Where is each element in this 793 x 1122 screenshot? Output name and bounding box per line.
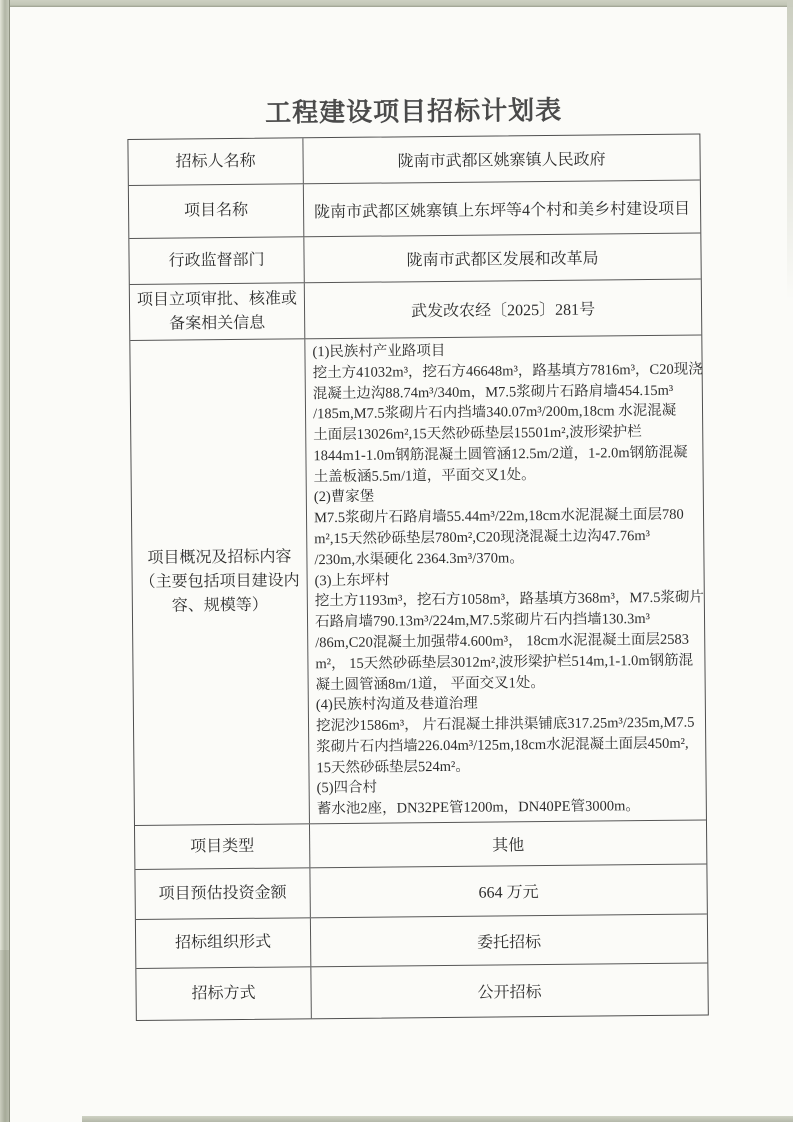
table-row	[128, 135, 699, 186]
label-line: 招标组织形式	[175, 933, 272, 952]
value-line: 挖土方41032m³，挖石方46648m³，路基填方7816m³，C20现浇	[312, 361, 703, 382]
value-line: 委托招标	[477, 933, 542, 952]
label-line: 项目预估投资金额	[158, 884, 287, 903]
row-value	[310, 820, 706, 867]
value-line: /230m,水渠硬化 2364.3m³/370m。	[314, 550, 524, 569]
value-line: m²， 15天然砂砾垫层3012m²,波形梁护栏514m,1-1.0m钢筋混	[315, 652, 694, 672]
row-label	[130, 339, 310, 825]
label-line: 容、规模等）	[171, 596, 268, 615]
value-line: (3)上东坪村	[314, 572, 390, 589]
scan-edge-left	[0, 0, 10, 1122]
table-row	[129, 181, 700, 239]
row-value	[311, 914, 707, 966]
label-line: 项目立项审批、核准或	[136, 289, 298, 309]
row-value	[311, 963, 707, 1018]
scan-edge-right	[787, 0, 793, 300]
label-line: 行政监督部门	[168, 251, 265, 270]
row-label	[135, 868, 310, 919]
label-line: 招标人名称	[175, 152, 256, 171]
value-line: 664 万元	[478, 884, 539, 902]
table-row	[135, 864, 706, 919]
row-label	[129, 184, 304, 238]
document-content	[127, 92, 709, 1020]
value-line: (4)民族村沟道及巷道治理	[315, 695, 478, 714]
value-line: 陇南市武都区发展和改革局	[406, 250, 599, 270]
row-label	[136, 967, 311, 1020]
table-row	[130, 335, 706, 825]
value-line: 土面层13026m²,15天然砂砾垫层15501m²,波形梁护栏	[313, 424, 642, 444]
table-row	[135, 820, 706, 869]
scan-edge-bottom	[82, 1116, 793, 1122]
label-line: 招标方式	[191, 984, 256, 1002]
row-value	[310, 864, 706, 917]
value-line: m²,15天然砂砾垫层780m²,C20现浇混凝土边沟47.76m³	[314, 528, 650, 548]
value-line: (5)四合村	[316, 780, 378, 797]
table-row	[136, 963, 707, 1019]
value-line: 石路肩墙790.13m³/224m,M7.5浆砌片石内挡墙130.3m³	[314, 611, 651, 631]
value-line: (2)曹家堡	[313, 489, 375, 506]
bidding-plan-table	[127, 133, 708, 1020]
value-line: 蓄水池2座，DN32PE管1200m，DN40PE管3000m。	[316, 798, 640, 818]
table-row	[130, 280, 702, 341]
value-line: 挖泥沙1586m³， 片石混凝土排洪渠铺底317.25m³/235m,M7.5	[315, 714, 695, 735]
value-line: 凝土圆管涵8m/1道， 平面交叉1处。	[315, 674, 545, 693]
label-line: 项目类型	[190, 837, 255, 855]
row-value	[305, 280, 702, 339]
value-line: 土盖板涵5.5m/1道，平面交叉1处。	[313, 466, 536, 485]
table-row	[136, 914, 707, 968]
row-label	[129, 237, 304, 284]
value-line: 其他	[492, 837, 525, 855]
table-row	[129, 234, 700, 285]
value-line: 15天然砂砾垫层524m²。	[316, 758, 470, 776]
value-line: 浆砌片石内挡墙226.04m³/125m,18cm水泥混凝土面层450m²,	[316, 735, 689, 756]
value-line: 武发改农经〔2025〕281号	[410, 301, 596, 321]
label-line: （主要包括项目建设内	[139, 572, 300, 591]
label-line: 项目概况及招标内容	[147, 548, 292, 567]
row-value	[304, 181, 700, 237]
row-label	[136, 918, 311, 968]
value-line: 公开招标	[477, 984, 542, 1002]
value-line: 挖土方1193m³，挖石方1058m³，路基填方368m³，M7.5浆砌片	[314, 589, 705, 610]
row-label	[135, 824, 310, 869]
value-line: (1)民族村产业路项目	[312, 342, 446, 361]
row-label	[130, 283, 306, 340]
value-line: /185m,M7.5浆砌片石内挡墙340.07m³/200m,18cm 水泥混凝	[312, 403, 677, 423]
row-value	[304, 234, 700, 283]
row-value	[303, 135, 699, 184]
label-line: 备案相关信息	[169, 314, 266, 333]
value-line: 陇南市武都区姚寨镇人民政府	[397, 151, 606, 171]
label-line: 项目名称	[183, 201, 249, 220]
value-line: 混凝土边沟88.74m³/340m，M7.5浆砌片石路肩墙454.15m³	[312, 382, 674, 402]
value-line: 陇南市武都区姚寨镇上东坪等4个村和美乡村建设项目	[314, 200, 691, 221]
row-label	[128, 138, 303, 185]
value-line: 1844m1-1.0m钢筋混凝土圆管涵12.5m/2道，1-2.0m钢筋混凝	[313, 444, 688, 465]
row-value	[305, 335, 709, 823]
value-line: M7.5浆砌片石路肩墙55.44m³/22m,18cm水泥混凝土面层780	[313, 506, 684, 527]
document-title: 工程建设项目招标计划表	[264, 95, 563, 128]
value-line: /86m,C20混凝土加强带4.600m³， 18cm水泥混凝土面层2583	[315, 631, 690, 652]
scan-edge-top	[0, 0, 793, 7]
